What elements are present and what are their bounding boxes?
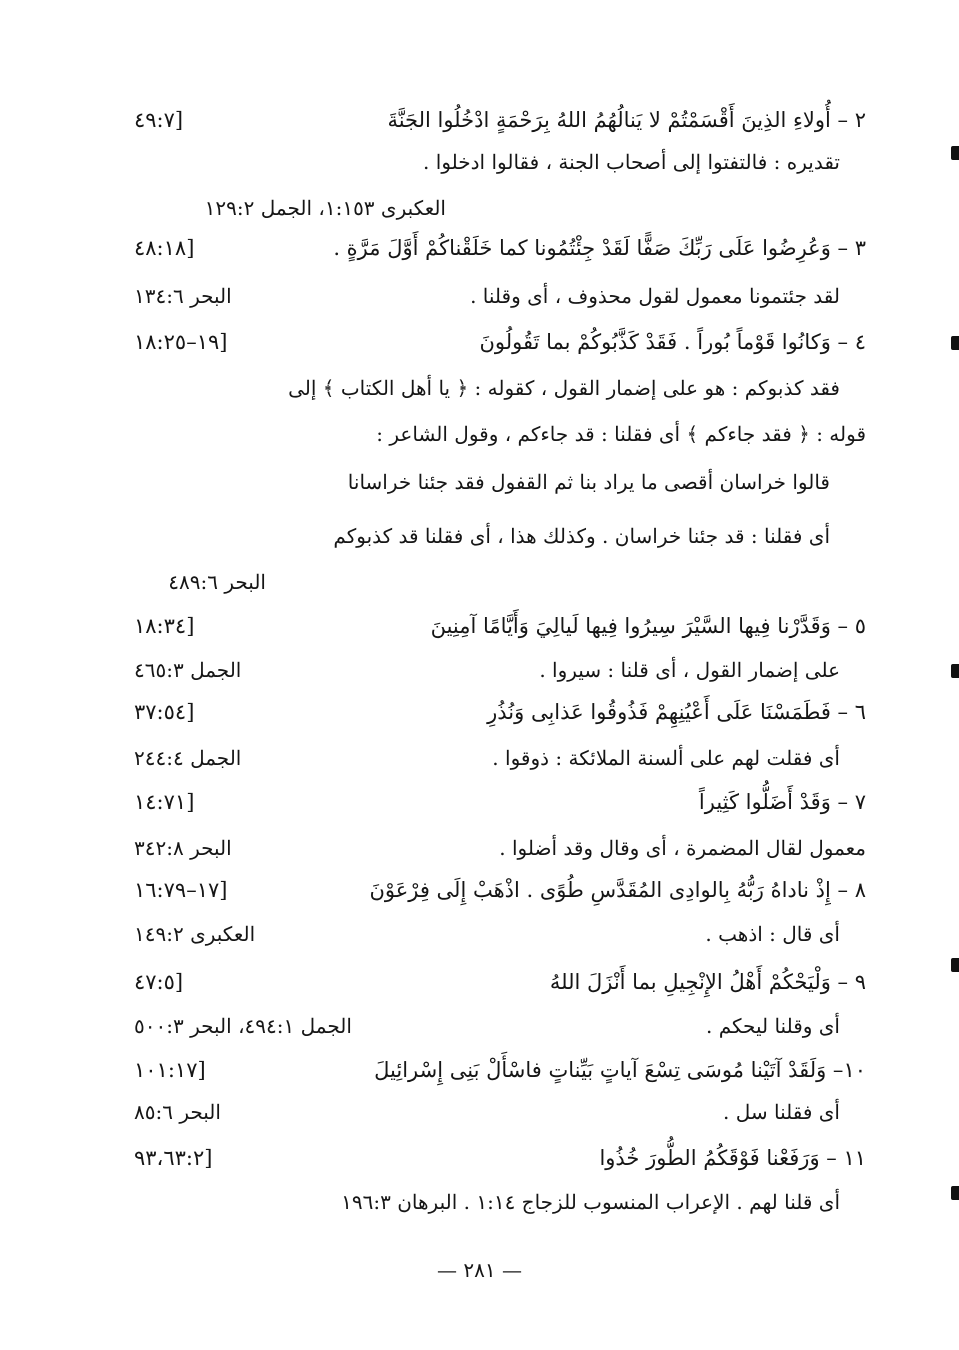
verse-text: ٨ – إِذْ ناداهُ رَبُّهُ بِالوادِى المُقَدَّسِ طُوًى . اذْهَبْ إِلَى فِرْعَوْنَ: [369, 878, 866, 902]
reference-citation: البحر ١٣٤:٦: [134, 284, 232, 308]
binding-mark: [951, 146, 959, 160]
reference-citation: الجمل ٤٦٥:٣: [134, 658, 242, 682]
reference-citation: العكبرى ١٤٩:٢: [134, 922, 256, 946]
reference-citation: الجمل ٤٩٤:١، البحر ٥٠٠:٣: [134, 1014, 352, 1038]
commentary-text: أى فقلنا : قد جئنا خراسان . وكذلك هذا ، أى فقلنا قد كذبوكم: [333, 524, 830, 548]
text-line: [130, 1052, 866, 1088]
verse-text: ١٠– وَلَقَدْ آتَيْنا مُوسَى تِسْعَ آياتٍ بَيِّناتٍ فاسْأَلْ بَنِى إِسْرائِيلَ: [374, 1058, 866, 1082]
reference-citation: [١٧–١٦:٧٩: [134, 878, 228, 902]
commentary-text: معمول لقال المضمرة ، أى وقال وقد أضلوا .: [499, 836, 866, 860]
commentary-text: أى قال : اذهب .: [705, 922, 840, 946]
text-line: [130, 872, 866, 908]
text-line: [130, 784, 866, 820]
reference-citation: البحر ٨٥:٦: [134, 1100, 221, 1124]
reference-citation: البحر ٣٤٢:٨: [134, 836, 232, 860]
verse-text: ٢ – أُولاءِ الذِينَ أَقْسَمْتُمْ لا يَنالُهُمُ اللهُ بِرَحْمَةٍ ادْخُلُوا الجَنَّةَ: [387, 108, 866, 132]
verse-text: ٦ – فَطَمَسْنَا عَلَى أَعْيُنِهِمْ فَذُوقُوا عَذابِى وَنُذُرِ: [487, 700, 866, 724]
verse-text: ٩ – وَلْيَحْكُمْ أَهْلُ الإِنْجِيلِ بما أَنْزَلَ اللهُ: [549, 970, 866, 994]
commentary-text: أى فقلت لهم على ألسنة الملائكة : ذوقوا .: [492, 746, 840, 770]
commentary-text: أى فقلنا سل .: [723, 1100, 840, 1124]
text-line: [130, 1140, 866, 1176]
commentary-text: قالوا خراسان أقصى ما يراد بنا ثم القفول فقد جئنا خراسانا: [347, 470, 830, 494]
text-line: [130, 608, 866, 644]
binding-mark: [951, 958, 959, 972]
commentary-text: قوله : ﴿ فقد جاءكم ﴾ أى فقلنا : قد جاءكم ، وقول الشاعر :: [376, 422, 866, 446]
reference-citation: [١٩–١٨:٢٥: [134, 330, 228, 354]
commentary-text: فقد كذبوكم : هو على إضمار القول ، كقوله : ﴿ يا أهل الكتاب ﴾ إلى: [288, 376, 840, 400]
commentary-text: أى وقلنا ليحكم .: [705, 1014, 840, 1038]
verse-text: ٥ – وَقَدَّرْنا فِيها السَّيْرَ سِيرُوا فِيها لَيالِيَ وَأَيَّامًا آمِنِينَ: [430, 614, 866, 638]
page-number: — ٢٨١ —: [437, 1258, 522, 1282]
verse-text: ١١ – وَرَفَعْنا فَوْقَكُمُ الطُّورَ خُذُوا: [599, 1146, 866, 1170]
text-line: [130, 230, 866, 266]
text-line: [130, 102, 866, 138]
reference-citation: [٤٨:١٨: [134, 236, 195, 260]
commentary-text: أى قلنا لهم . الإعراب المنسوب للزجاج ١:١٤ . البرهان ١٩٦:٣: [341, 1190, 840, 1214]
text-line: [130, 694, 866, 730]
text-line: [130, 564, 866, 600]
reference-citation: [١٠١:١٧: [134, 1058, 206, 1082]
text-line: [130, 278, 866, 314]
text-line: [130, 1184, 866, 1220]
binding-mark: [951, 336, 959, 350]
verse-text: ٣ – وَعُرِضُوا عَلَى رَبِّكَ صَفًّا لَقَدْ جِئْتُمُونا كما خَلَقْناكُمْ أَوَّلَ مَرَّةٍ .: [333, 236, 866, 260]
text-line: [130, 964, 866, 1000]
text-line: [130, 652, 866, 688]
verse-text: ٤ – وَكانُوا قَوْماً بُوراً . فَقَدْ كَذَّبُوكُمْ بما تَقُولُونَ: [479, 330, 866, 354]
verse-text: ٧ – وَقَدْ أَضَلُّوا كَثِيراً: [698, 790, 866, 814]
text-line: [130, 830, 866, 866]
text-line: [130, 324, 866, 360]
reference-citation: الجمل ٢٤٤:٤: [134, 746, 242, 770]
text-line: [130, 190, 866, 226]
binding-mark: [951, 664, 959, 678]
commentary-text: لقد جئتمونا معمول لقول محذوف ، أى وقلنا .: [470, 284, 840, 308]
reference-citation: [٤٩:٧: [134, 108, 184, 132]
text-line: [130, 464, 866, 500]
commentary-text: على إضمار القول ، أى قلنا : سيروا .: [539, 658, 840, 682]
reference-citation: [٩٣،٦٣:٢: [134, 1146, 213, 1170]
commentary-text: العكبرى ١:١٥٣، الجمل ١٢٩:٢: [204, 196, 446, 220]
reference-citation: [١٤:٧١: [134, 790, 195, 814]
reference-citation: [٤٧:٥: [134, 970, 184, 994]
text-line: [130, 518, 866, 554]
text-line: [130, 916, 866, 952]
reference-citation: [١٨:٣٤: [134, 614, 195, 638]
text-line: [130, 740, 866, 776]
reference-citation: [٣٧:٥٤: [134, 700, 195, 724]
commentary-text: تقديره : فالتفتوا إلى أصحاب الجنة ، فقالوا ادخلوا .: [423, 150, 840, 174]
binding-mark: [951, 1186, 959, 1200]
text-line: [130, 144, 866, 180]
text-line: [130, 416, 866, 452]
text-line: [130, 1094, 866, 1130]
commentary-text: البحر ٤٨٩:٦: [168, 570, 266, 594]
text-line: [130, 1008, 866, 1044]
text-line: [130, 370, 866, 406]
